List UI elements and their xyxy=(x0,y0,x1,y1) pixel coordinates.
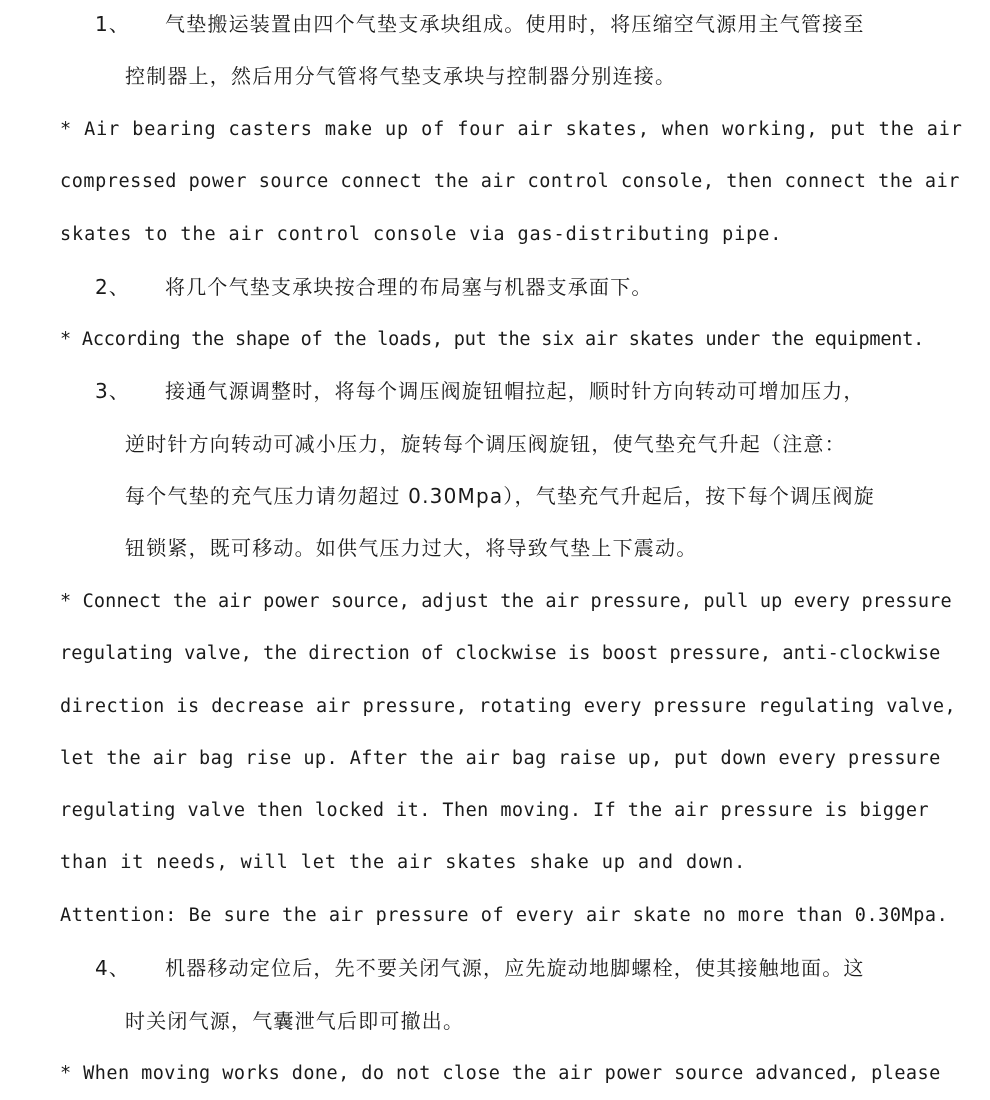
item-4-cn-text-2: 时关闭气源，气囊泄气后即可撤出。 xyxy=(125,1009,465,1033)
item-1-en-text-1: * Air bearing casters make up of four air skates, when working, put the air xyxy=(60,119,963,140)
item-3-number: 3、 xyxy=(95,379,131,403)
item-1-en-text-2: compressed power source connect the air control console, then connect the air xyxy=(60,171,960,192)
item-3-en-text-4: let the air bag rise up. After the air bag raise up, put down every pressure xyxy=(60,748,941,769)
item-3-attention-text: Attention: Be sure the air pressure of every air skate no more than 0.30Mpa. xyxy=(60,905,949,926)
item-2-cn-text-1: 将几个气垫支承块按合理的布局塞与机器支承面下。 xyxy=(165,275,653,299)
item-1-cn-text-2: 控制器上，然后用分气管将气垫支承块与控制器分别连接。 xyxy=(125,64,677,88)
item-3-en-text-1: * Connect the air power source, adjust the air pressure, pull up every pressure xyxy=(60,591,952,612)
item-2-en-text-1: * According the shape of the loads, put the six air skates under the equipment. xyxy=(60,329,925,350)
item-1-cn-text-1: 气垫搬运装置由四个气垫支承块组成。使用时，将压缩空气源用主气管接至 xyxy=(165,12,865,36)
item-3-en-text-5: regulating valve then locked it. Then moving. If the air pressure is bigger xyxy=(60,800,930,821)
item-1-en-text-3: skates to the air control console via gas-distributing pipe. xyxy=(60,224,783,245)
item-3-cn-text-3: 每个气垫的充气压力请勿超过 0.30Mpa），气垫充气升起后，按下每个调压阀旋 xyxy=(125,484,875,508)
item-3-cn-text-2: 逆时针方向转动可减小压力，旋转每个调压阀旋钮，使气垫充气升起（注意： xyxy=(125,432,846,456)
item-3-cn-text-4: 钮锁紧，既可移动。如供气压力过大，将导致气垫上下震动。 xyxy=(125,536,698,560)
item-3-en-text-3: direction is decrease air pressure, rotating every pressure regulating valve, xyxy=(60,696,957,717)
item-3-en-text-6: than it needs, will let the air skates shake up and down. xyxy=(60,852,747,873)
item-3-en-text-2: regulating valve, the direction of clockwise is boost pressure, anti-clockwise xyxy=(60,643,941,664)
item-4-number: 4、 xyxy=(95,956,131,980)
item-4-en-text-1: * When moving works done, do not close the air power source advanced, please xyxy=(60,1063,941,1084)
item-3-cn-text-1: 接通气源调整时，将每个调压阀旋钮帽拉起，顺时针方向转动可增加压力， xyxy=(165,379,865,403)
item-2-number: 2、 xyxy=(95,275,131,299)
item-4-cn-text-1: 机器移动定位后，先不要关闭气源，应先旋动地脚螺栓，使其接触地面。这 xyxy=(165,956,865,980)
item-1-number: 1、 xyxy=(95,12,131,36)
